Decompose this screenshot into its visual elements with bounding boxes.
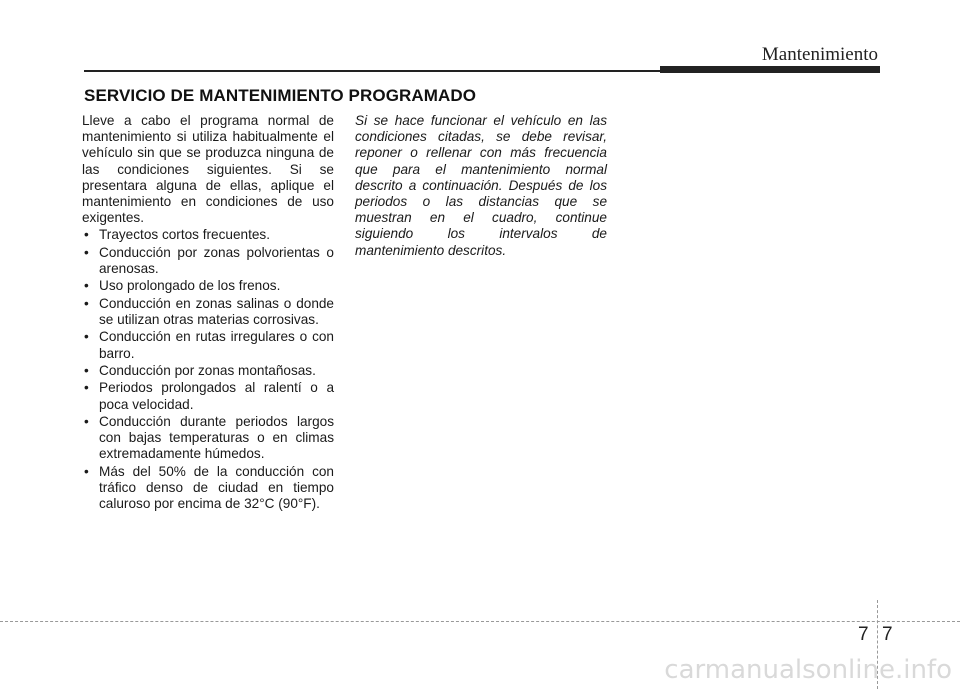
chapter-title: Mantenimiento <box>761 44 878 65</box>
list-item-text: Conducción durante periodos largos con bajas temperaturas o en climas extremadamente húmedos. <box>99 413 334 462</box>
list-item-text: Uso prolongado de los frenos. <box>99 278 281 294</box>
list-item-text: Conducción por zonas montañosas. <box>99 362 316 378</box>
footer-dashed-rule <box>0 621 960 622</box>
watermark: carmanualsonline.info <box>664 655 952 685</box>
bullet-icon: • <box>84 463 89 479</box>
list-item <box>82 329 334 361</box>
bullet-icon: • <box>84 278 89 294</box>
right-column <box>355 113 607 259</box>
list-item-text: Periodos prolongados al ralentí o a poca velocidad. <box>99 380 334 412</box>
bullet-icon: • <box>84 413 89 429</box>
header-rule-thick <box>660 66 880 73</box>
bullet-icon: • <box>84 244 89 260</box>
list-item <box>82 414 334 463</box>
bullet-icon: • <box>84 380 89 396</box>
list-item-text: Conducción en zonas salinas o donde se utilizan otras materias corrosivas. <box>99 295 334 327</box>
list-item-text: Trayectos cortos frecuentes. <box>99 227 270 243</box>
note-paragraph: Si se hace funcionar el vehículo en las condiciones citadas, se debe revisar, reponer o rellenar con más frecuencia que para el mantenimiento normal descrito a continuación. Después de los periodos o las distancias que se muestran en el cuadro, continue siguiendo los intervalos de mantenimiento descritos. <box>355 113 607 258</box>
list-item <box>82 245 334 277</box>
list-item-text: Conducción por zonas polvorientas o arenosas. <box>99 244 334 277</box>
header-rule-thin <box>84 70 660 72</box>
list-item <box>82 227 334 243</box>
left-column <box>82 113 334 514</box>
list-item <box>82 380 334 412</box>
list-item <box>82 464 334 513</box>
section-heading: SERVICIO DE MANTENIMIENTO PROGRAMADO <box>84 86 477 105</box>
page-number: 7 <box>882 624 893 645</box>
bullet-icon: • <box>84 362 89 378</box>
bullet-icon: • <box>84 227 89 243</box>
list-item-text: Conducción en rutas irregulares o con barro. <box>99 329 334 361</box>
chapter-number: 7 <box>858 624 869 645</box>
list-item <box>82 278 334 294</box>
bullet-icon: • <box>84 329 89 345</box>
intro-paragraph: Lleve a cabo el programa normal de mantenimiento si utiliza habitualmente el vehículo sin que se produzca ninguna de las condiciones siguientes. Si se presentara alguna de ellas, aplique el mantenimiento en condiciones de uso exigentes. <box>82 113 334 226</box>
conditions-list <box>82 227 334 512</box>
list-item-text: Más del 50% de la conducción con tráfico denso de ciudad en tiempo caluroso por encima de 32°C (90°F). <box>99 463 334 512</box>
bullet-icon: • <box>84 295 89 311</box>
list-item <box>82 296 334 328</box>
list-item <box>82 363 334 379</box>
